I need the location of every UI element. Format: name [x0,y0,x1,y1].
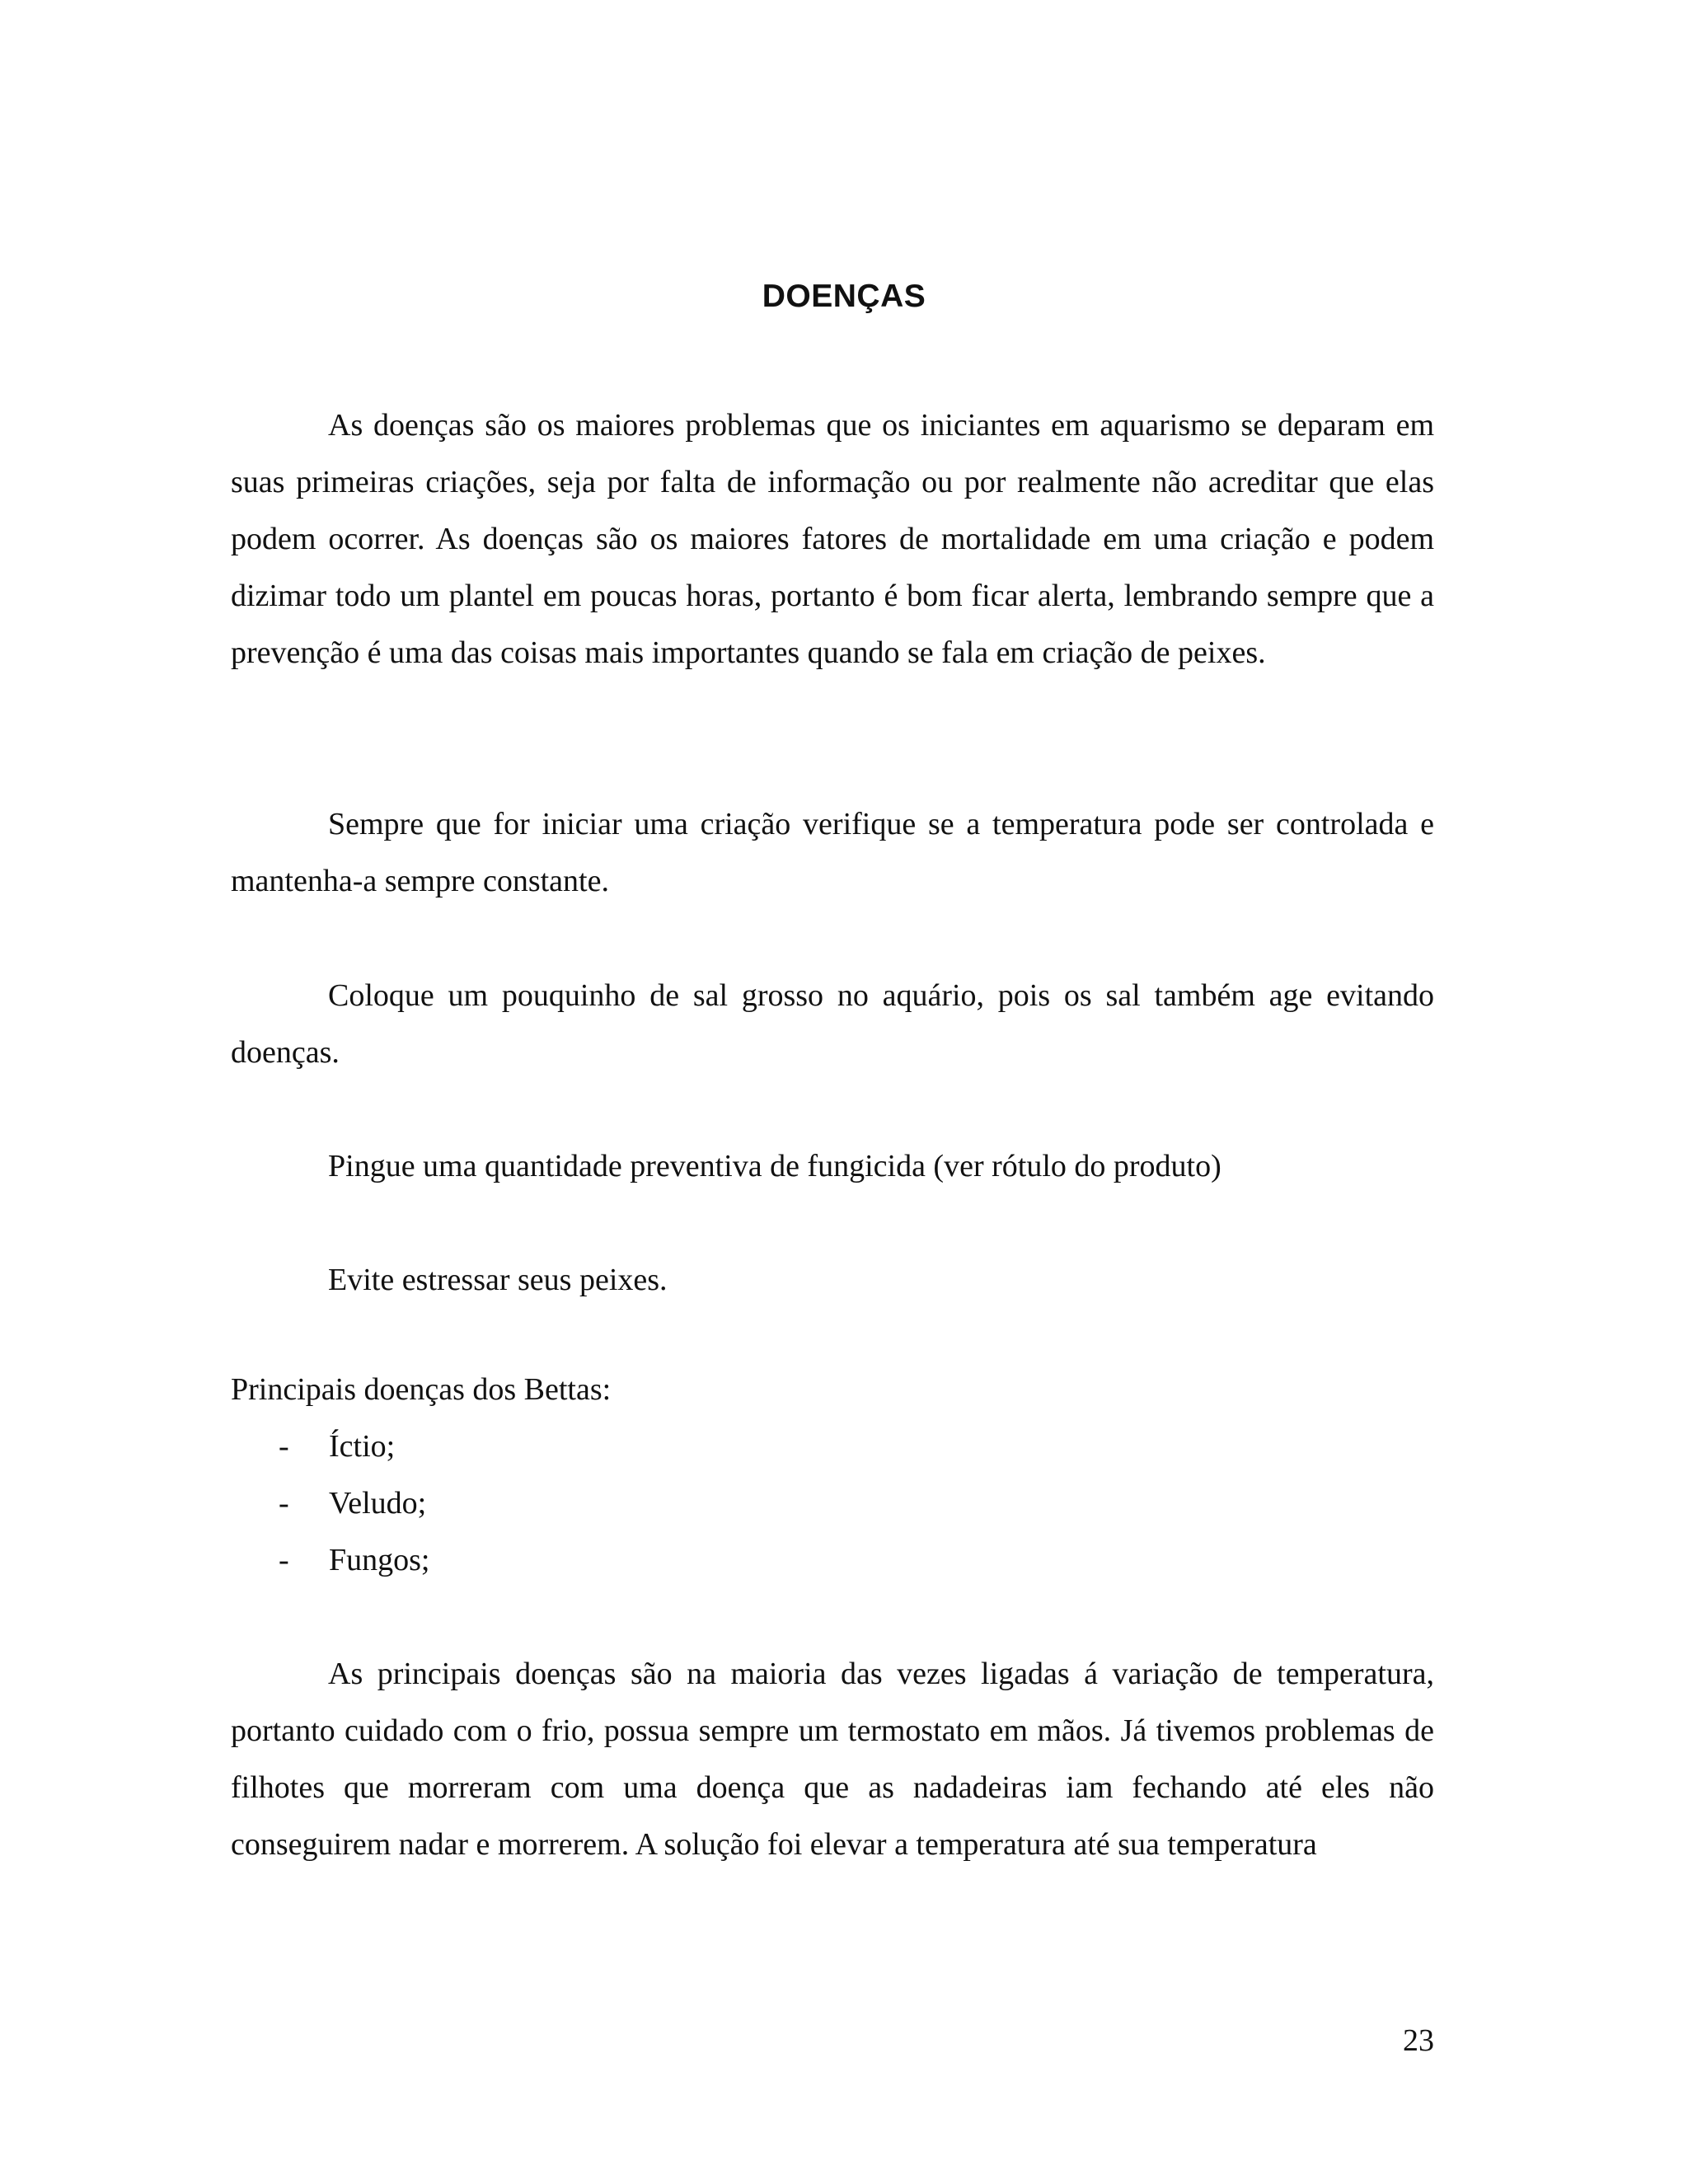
page-number: 23 [1403,2023,1434,2058]
bullet-dash: - [279,1486,289,1521]
paragraph-causes: As principais doenças são na maioria das vezes ligadas á variação de temperatura, portanto cuidado com o frio, possua sempre um termostato em mãos. Já tivemos problemas de filhotes que morreram com uma doença que as nadadeiras iam fechando até eles não conseguirem nadar e morrerem. A solução foi elevar a temperatura até sua temperatura [231,1657,1434,1862]
bullet-dash: - [279,1543,289,1577]
paragraph-intro: As doenças são os maiores problemas que os iniciantes em aquarismo se deparam em suas primeiras criações, seja por falta de informação ou por realmente não acreditar que elas podem ocorrer. As doenças são os maiores fatores de mortalidade em uma criação e podem dizimar todo um plantel em poucas horas, portanto é bom ficar alerta, lembrando sempre que a prevenção é uma das coisas mais importantes quando se fala em criação de peixes. [231,408,1434,670]
list-item-text: Veludo; [329,1486,427,1521]
paragraph-stress: Evite estressar seus peixes. [328,1263,668,1297]
bullet-dash: - [279,1429,289,1464]
paragraph-fungicide: Pingue uma quantidade preventiva de fungicida (ver rótulo do produto) [328,1149,1221,1183]
list-item-text: Fungos; [329,1543,430,1577]
paragraph-temperature: Sempre que for iniciar uma criação verifique se a temperatura pode ser controlada e mantenha-a sempre constante. [231,807,1434,898]
page-title: DOENÇAS [762,279,926,314]
list-item-text: Íctio; [329,1429,396,1464]
list-heading: Principais doenças dos Bettas: [231,1372,612,1407]
paragraph-salt: Coloque um pouquinho de sal grosso no aquário, pois os sal também age evitando doenças. [231,978,1434,1070]
